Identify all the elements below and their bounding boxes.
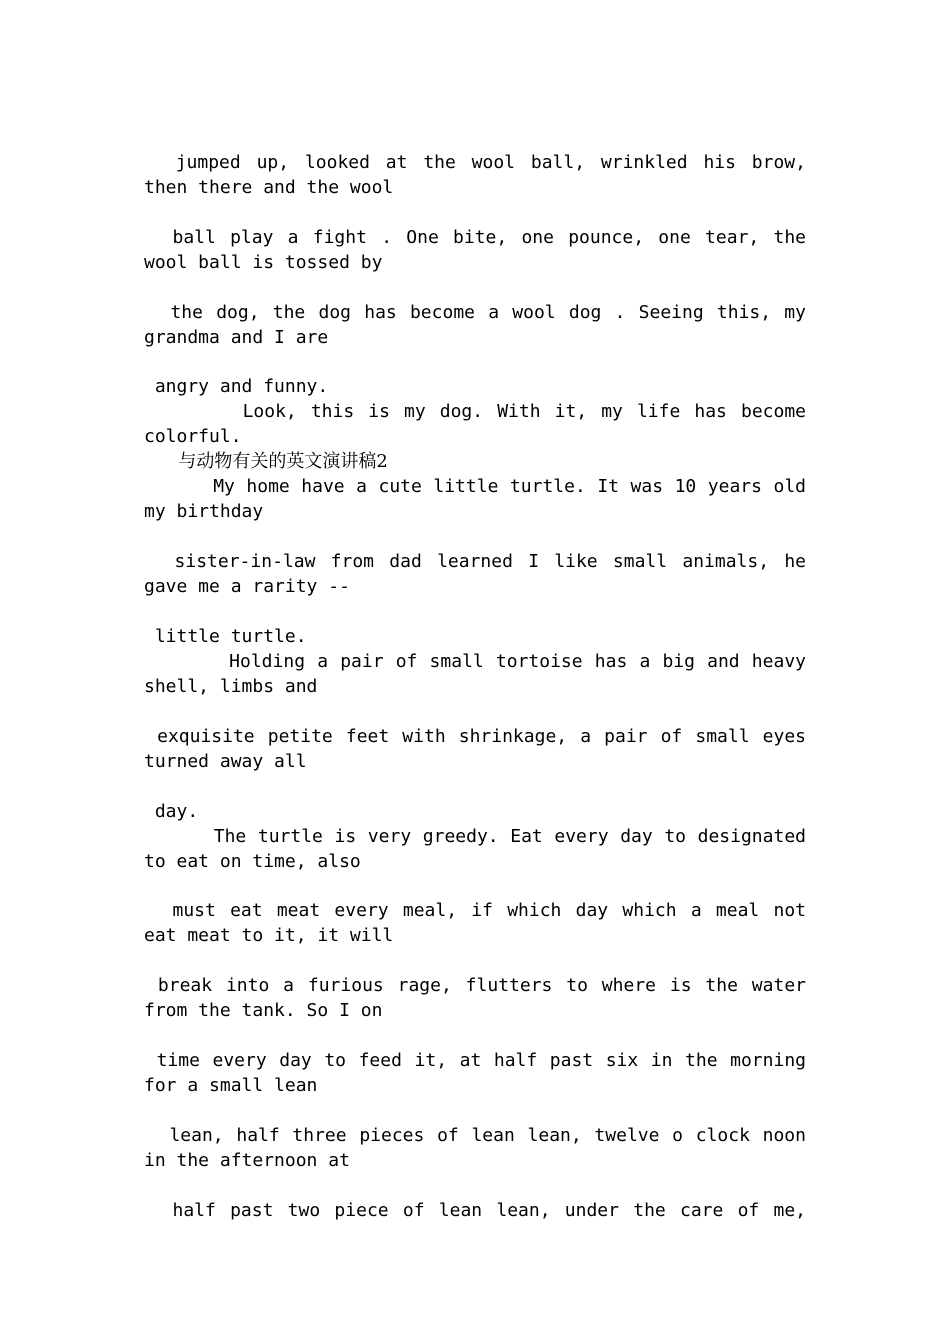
paragraph-gap <box>144 599 806 624</box>
text-line: shell, limbs and <box>144 675 318 697</box>
text-line: must eat meat every meal, if which day which a meal not <box>172 900 806 922</box>
paragraph-gap <box>144 1173 806 1198</box>
text-line: The turtle is very greedy. Eat every day to designated <box>213 825 806 847</box>
paragraph-gap <box>144 874 806 899</box>
text-line: time every day to feed it, at half past six in the morning <box>156 1049 806 1071</box>
text-line: My home have a cute little turtle. It was 10 years old <box>213 476 806 498</box>
body-text <box>144 150 806 1223</box>
text-line: break into a furious rage, flutters to where is the water <box>157 975 806 997</box>
text-line: Holding a pair of small tortoise has a big and heavy <box>229 650 806 672</box>
text-line: gave me a rarity -- <box>144 576 350 598</box>
text-line: day. <box>144 800 199 822</box>
text-line: colorful. <box>144 426 242 448</box>
text-line: the dog, the dog has become a wool dog . Seeing this, my <box>170 301 806 323</box>
paragraph-gap <box>144 350 806 375</box>
text-line: half past two piece of lean lean, under the care of me, <box>172 1199 806 1221</box>
text-line: in the afternoon at <box>144 1149 350 1171</box>
text-line: grandma and I are <box>144 326 329 348</box>
text-line: little turtle. <box>144 625 307 647</box>
text-line: exquisite petite feet with shrinkage, a pair of small eyes <box>157 725 806 747</box>
text-line: then there and the wool <box>144 177 394 198</box>
text-line: lean, half three pieces of lean lean, twelve o clock noon <box>169 1124 806 1146</box>
paragraph-gap <box>144 699 806 724</box>
paragraph-gap <box>144 948 806 973</box>
text-line: angry and funny. <box>144 376 329 398</box>
text-line: eat meat to it, it will <box>144 925 394 947</box>
paragraph-gap <box>144 200 806 225</box>
text-line: to eat on time, also <box>144 850 361 872</box>
paragraph-gap <box>144 1098 806 1123</box>
text-line: for a small lean <box>144 1074 318 1096</box>
text-line: turned away all <box>144 750 307 772</box>
paragraph-gap <box>144 774 806 799</box>
text-line: sister-in-law from dad learned I like small animals, he <box>174 551 806 573</box>
section-heading: 与动物有关的英文演讲稿2 <box>144 451 388 473</box>
paragraph-gap <box>144 524 806 549</box>
text-line: Look, this is my dog. With it, my life has become <box>242 401 806 423</box>
text-line: from the tank. So I on <box>144 1000 383 1022</box>
text-line: wool ball is tossed by <box>144 251 383 273</box>
paragraph-gap <box>144 275 806 300</box>
text-line: my birthday <box>144 501 264 523</box>
text-line: ball play a fight . One bite, one pounce, one tear, the <box>172 226 806 248</box>
paragraph-gap <box>144 1023 806 1048</box>
text-line: jumped up, looked at the wool ball, wrinkled his brow, <box>175 152 806 173</box>
